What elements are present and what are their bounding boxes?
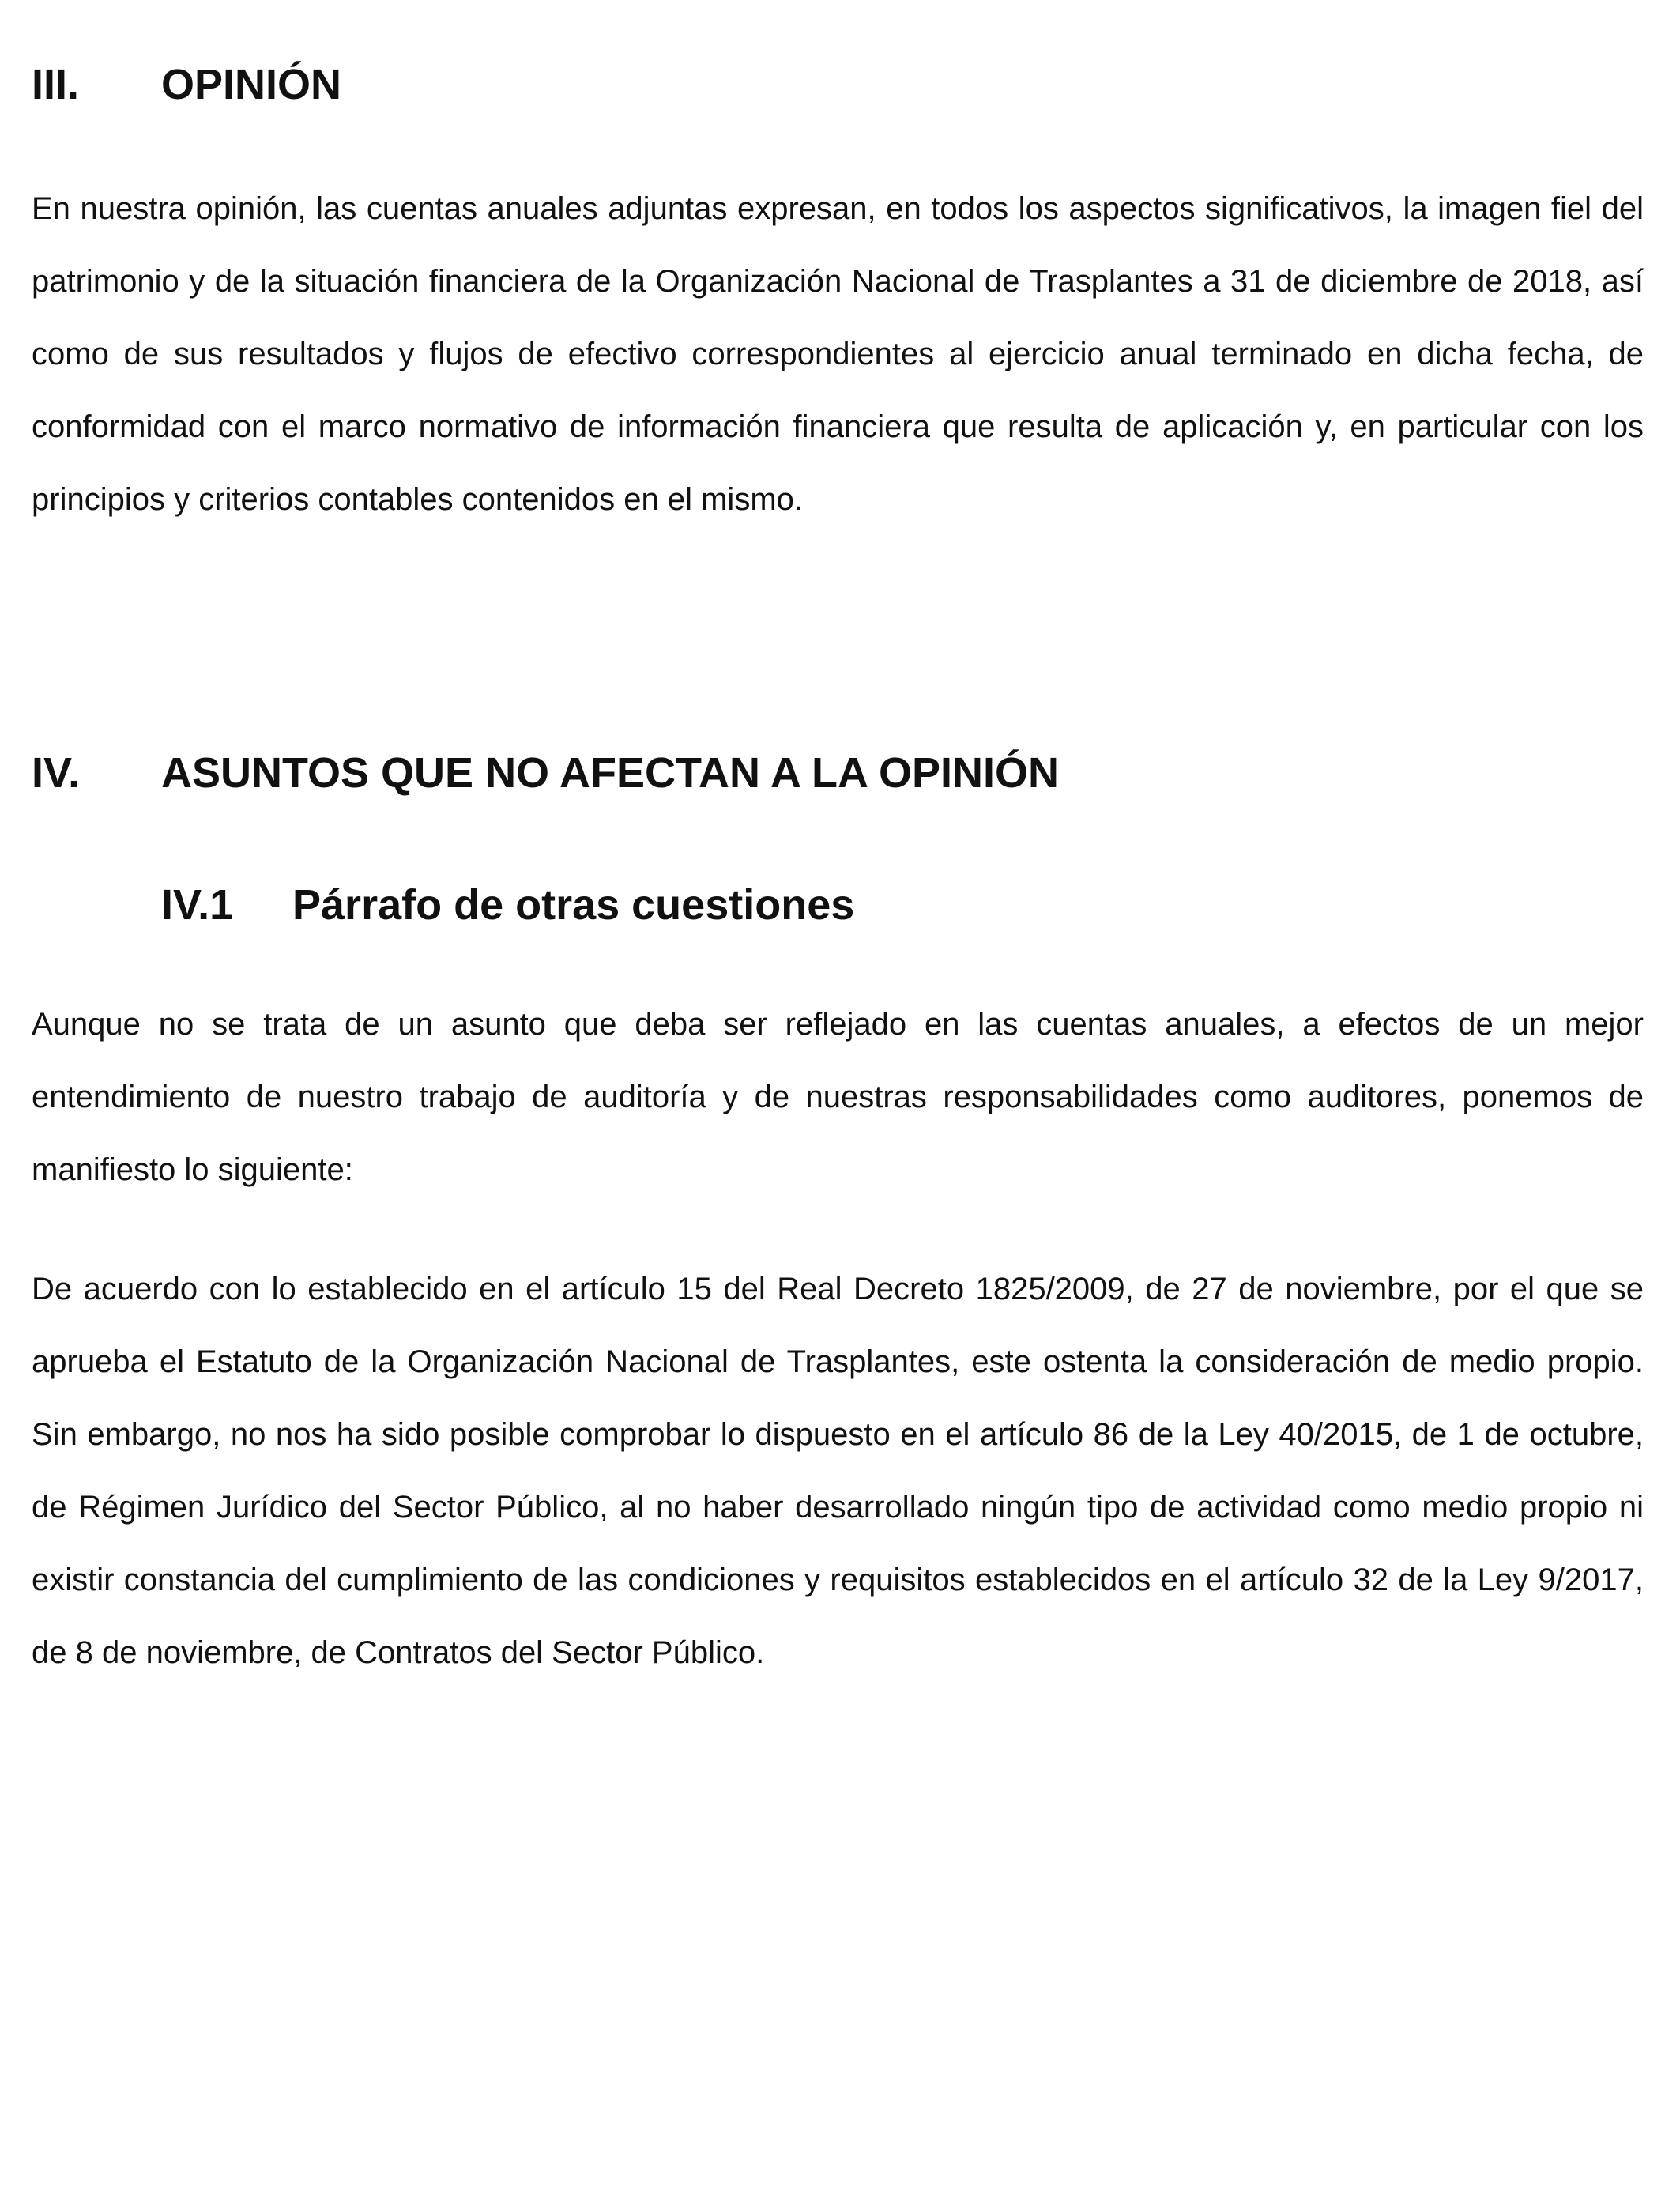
section-4-number: IV. (32, 749, 81, 797)
section-3-number: III. (32, 61, 80, 108)
section-3-title: OPINIÓN (161, 61, 342, 108)
subsection-4-1-paragraph-2: De acuerdo con lo establecido en el artículo 15 del Real Decreto 1825/2009, de 27 de noviembre, por el que se aprueba el Estatuto de la Organización Nacional de Trasplantes, este ostenta la consideración de medio propio. Sin embargo, no nos ha sido posible comprobar lo dispuesto en el artículo 86 de la Ley 40/2015, de 1 de octubre, de Régimen Jurídico del Sector Público, al no haber desarrollado ningún tipo de actividad como medio propio ni existir constancia del cumplimiento de las condiciones y requisitos establecidos en el artículo 32 de la Ley 9/2017, de 8 de noviembre, de Contratos del Sector Público. (32, 1272, 1644, 1670)
section-4-title: ASUNTOS QUE NO AFECTAN A LA OPINIÓN (161, 749, 1060, 797)
section-3-heading (32, 63, 341, 106)
subsection-4-1-number: IV.1 (161, 881, 234, 929)
section-3-paragraph: En nuestra opinión, las cuentas anuales adjuntas expresan, en todos los aspectos significativos, la imagen fiel del patrimonio y de la situación financiera de la Organización Nacional de Trasplantes a 31 de diciembre de 2018, así como de sus resultados y flujos de efectivo correspondientes al ejercicio anual terminado en dicha fecha, de conformidad con el marco normativo de información financiera que resulta de aplicación y, en particular con los principios y criterios contables contenidos en el mismo. (32, 191, 1644, 517)
subsection-4-1-paragraph-1: Aunque no se trata de un asunto que deba ser reflejado en las cuentas anuales, a efectos de un mejor entendimiento de nuestro trabajo de auditoría y de nuestras responsabilidades como auditores, ponemos de manifiesto lo siguiente: (32, 1007, 1644, 1187)
section-4-heading (32, 749, 1060, 797)
subsection-4-1-title: Párrafo de otras cuestiones (292, 881, 855, 929)
subsection-4-1-heading (161, 881, 855, 929)
